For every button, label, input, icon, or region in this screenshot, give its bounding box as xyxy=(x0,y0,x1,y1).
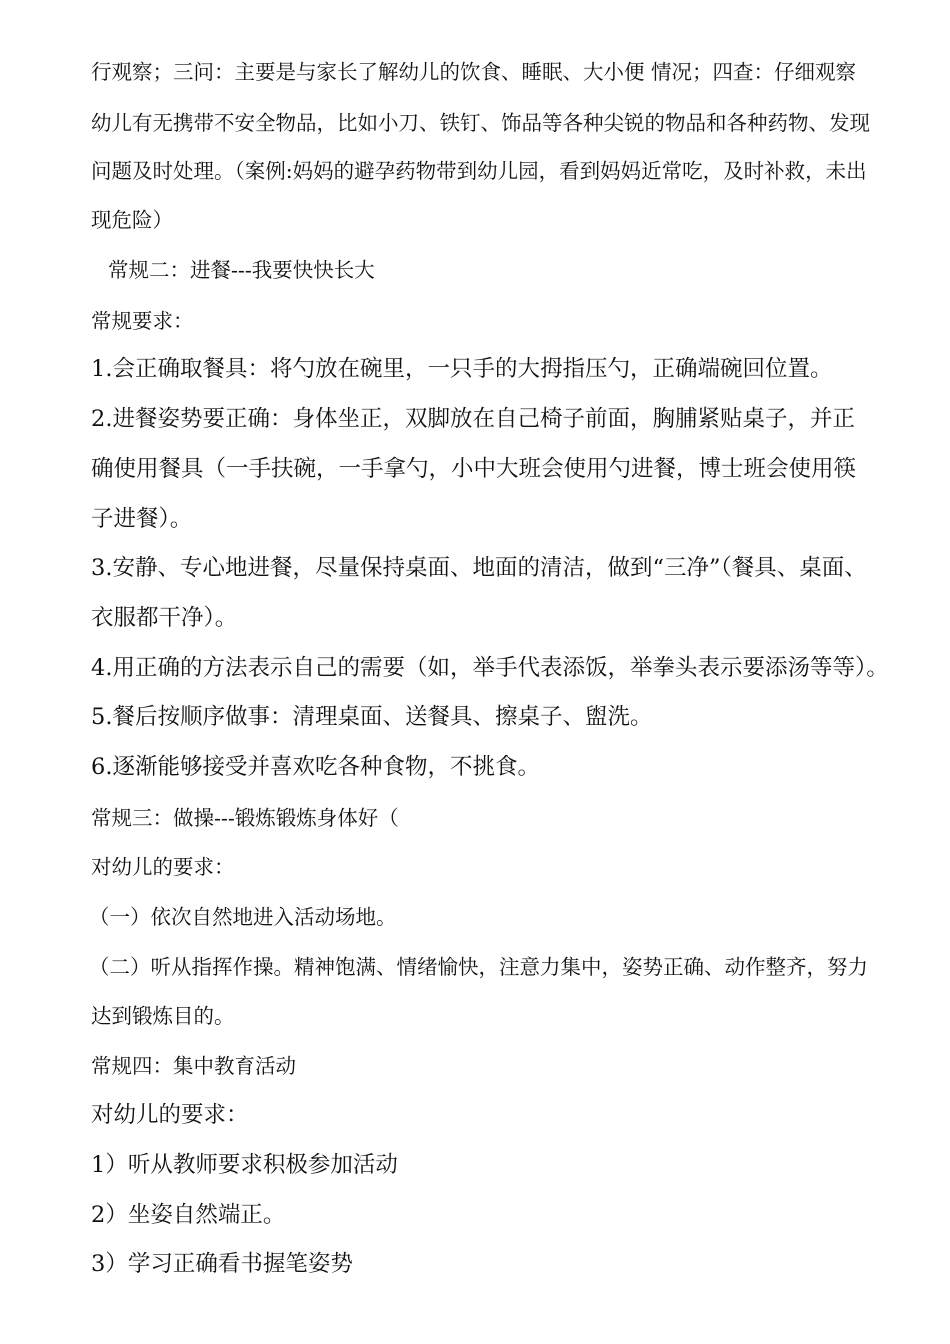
list-item-continued: 衣服都干净）。 xyxy=(91,605,238,631)
list-item: 4.用正确的方法表示自己的需要（如，举手代表添饭，举拳头表示要添汤等等）。 xyxy=(91,655,889,681)
section-subheading: 常规要求： xyxy=(91,309,194,333)
list-item: 3）学习正确看书握笔姿势 xyxy=(91,1251,353,1277)
paragraph-line: 行观察；三问：主要是与家长了解幼儿的饮食、睡眠、大小便 情况；四查：仔细观察 xyxy=(91,60,857,84)
list-item-continued: 确使用餐具（一手扶碗，一手拿勺，小中大班会使用勺进餐，博士班会使用筷 xyxy=(91,456,857,482)
list-item: 2.进餐姿势要正确：身体坐正，双脚放在自己椅子前面，胸脯紧贴桌子，并正 xyxy=(91,406,855,432)
list-item: 6.逐渐能够接受并喜欢吃各种食物，不挑食。 xyxy=(91,754,540,780)
list-item-continued: 达到锻炼目的。 xyxy=(91,1004,235,1028)
section-subheading: 对幼儿的要求： xyxy=(91,855,235,879)
list-item: 1.会正确取餐具：将勺放在碗里，一只手的大拇指压勺，正确端碗回位置。 xyxy=(91,356,833,382)
section-subheading: 对幼儿的要求： xyxy=(91,1102,249,1128)
paragraph-line: 现危险） xyxy=(91,208,173,232)
list-item: 2）坐姿自然端正。 xyxy=(91,1202,286,1228)
list-item: 1）听从教师要求积极参加活动 xyxy=(91,1152,398,1178)
list-item: （一）依次自然地进入活动场地。 xyxy=(89,905,397,929)
section-heading-3: 常规三：做操---锻炼锻炼身体好（ xyxy=(91,806,399,830)
list-item: （二）听从指挥作操。精神饱满、情绪愉快，注意力集中，姿势正确、动作整齐，努力 xyxy=(89,955,868,979)
list-item: 3.安静、专心地进餐，尽量保持桌面、地面的清洁，做到“三净”（餐具、桌面、 xyxy=(91,555,867,581)
list-item-continued: 子进餐）。 xyxy=(91,506,193,532)
section-heading-4: 常规四：集中教育活动 xyxy=(91,1054,296,1078)
list-item: 5.餐后按顺序做事：清理桌面、送餐具、擦桌子、盥洗。 xyxy=(91,704,653,730)
paragraph-line: 问题及时处理。（案例:妈妈的避孕药物带到幼儿园，看到妈妈近常吃，及时补救，未出 xyxy=(91,159,867,183)
section-heading-2: 常规二：进餐---我要快快长大 xyxy=(108,258,375,282)
paragraph-line: 幼儿有无携带不安全物品，比如小刀、铁钉、饰品等各种尖锐的物品和各种药物、发现 xyxy=(91,111,870,135)
